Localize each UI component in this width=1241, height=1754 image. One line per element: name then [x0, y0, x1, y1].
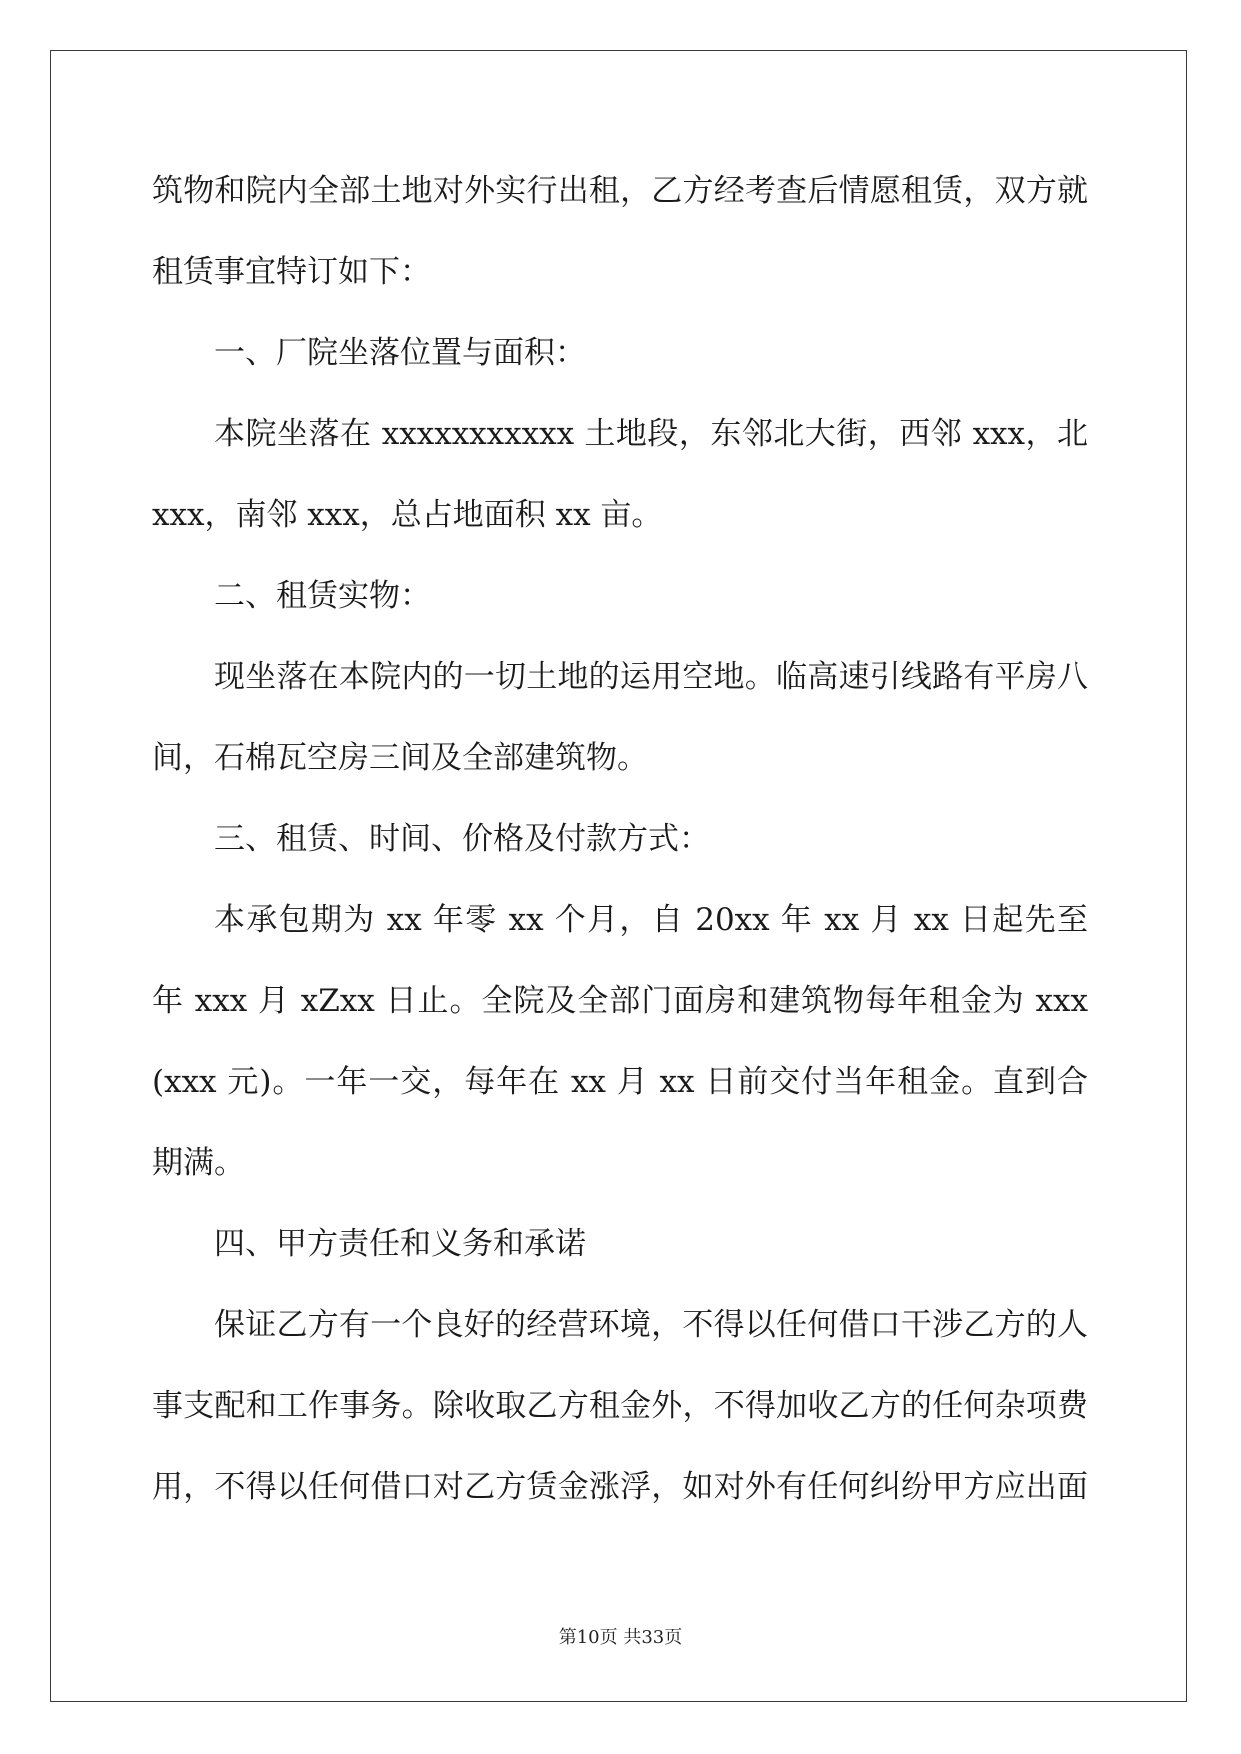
body-text-line: 租赁事宜特订如下： [152, 254, 431, 290]
page-number-footer: 第10页 共33页 [558, 1627, 683, 1648]
body-text-line: 年 xxx 月 xZxx 日止。全院及全部门面房和建筑物每年租金为 xxx [152, 983, 1088, 1019]
body-text-line: xxx，南邻 xxx，总占地面积 xx 亩。 [152, 497, 663, 533]
body-text-line: (xxx 元)。一年一交，每年在 xx 月 xx 日前交付当年租金。直到合 [152, 1064, 1088, 1100]
body-text-line: 筑物和院内全部土地对外实行出租，乙方经考查后情愿租赁，双方就 [152, 173, 1088, 209]
body-text-line: 现坐落在本院内的一切土地的运用空地。临高速引线路有平房八 [214, 659, 1088, 695]
document-body [152, 151, 1088, 1528]
body-text-line: 本院坐落在 xxxxxxxxxxx 土地段，东邻北大街，西邻 xxx，北 [214, 416, 1088, 452]
section-heading: 二、租赁实物： [214, 578, 431, 614]
body-text-line: 事支配和工作事务。除收取乙方租金外，不得加收乙方的任何杂项费 [152, 1388, 1088, 1424]
section-heading: 四、甲方责任和义务和承诺 [214, 1226, 586, 1262]
body-text-line: 保证乙方有一个良好的经营环境，不得以任何借口干涉乙方的人 [214, 1307, 1088, 1343]
body-text-line: 本承包期为 xx 年零 xx 个月，自 20xx 年 xx 月 xx 日起先至 [214, 902, 1088, 938]
body-text-line: 用，不得以任何借口对乙方赁金涨浮，如对外有任何纠纷甲方应出面 [152, 1469, 1088, 1505]
body-text-line: 期满。 [152, 1145, 245, 1181]
section-heading: 三、租赁、时间、价格及付款方式： [214, 821, 710, 857]
section-heading: 一、厂院坐落位置与面积： [214, 335, 586, 371]
body-text-line: 间，石棉瓦空房三间及全部建筑物。 [152, 740, 648, 776]
